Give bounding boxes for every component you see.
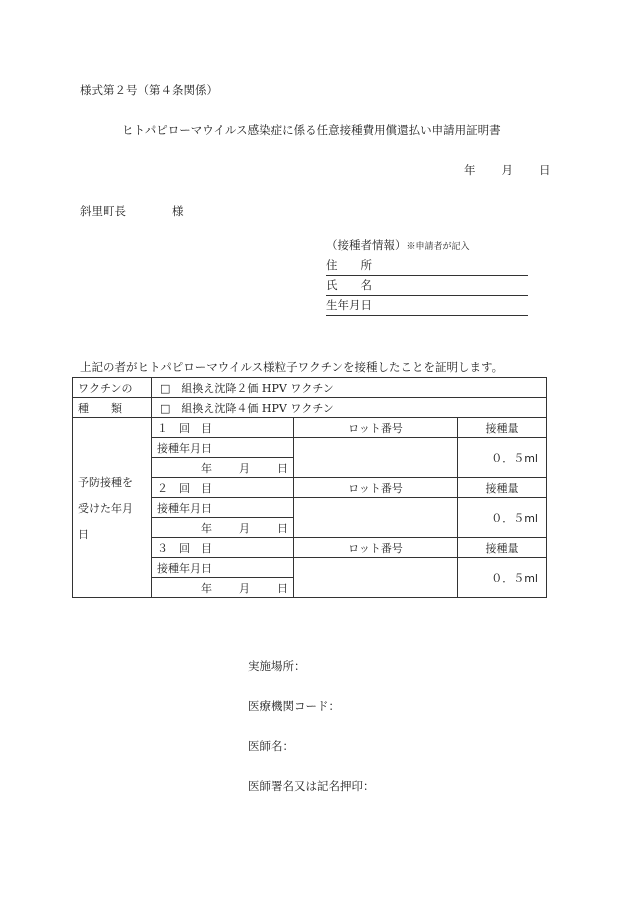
vaccine-option-quadrivalent[interactable]: □ 組換え沈降４価 HPV ワクチン [152, 398, 547, 418]
date-label: 接種年月日 [152, 498, 294, 518]
vaccination-table [72, 377, 547, 598]
addressee-honorific: 様 [172, 204, 184, 218]
document-title: ヒトパピローマウイルス感染症に係る任意接種費用償還払い申請用証明書 [122, 123, 501, 137]
schedule-label: 予防接種を 受けた年月 日 [73, 418, 152, 598]
venue-field[interactable]: 実施場所： [248, 659, 306, 673]
doctor-signature-field[interactable]: 医師署名又は記名押印： [248, 779, 375, 793]
addressee-name: 斜里町長 [80, 204, 126, 218]
certification-statement: 上記の者がヒトパピローマウイルス様粒子ワクチンを接種したことを証明します。 [80, 360, 504, 374]
address-field[interactable] [326, 256, 528, 276]
date-field[interactable]: 年 月 日 [152, 458, 294, 478]
dose-number: ３ 回 目 [152, 538, 294, 558]
form-number: 様式第２号（第４条関係） [80, 83, 218, 97]
dose-amount: ０．５ml [458, 438, 547, 478]
birthdate-label: 生年月日 [326, 298, 372, 312]
date-label: 接種年月日 [152, 438, 294, 458]
dose-number: １ 回 目 [152, 418, 294, 438]
applicant-note: ※申請者が記入 [406, 242, 470, 252]
day-label: 日 [539, 163, 551, 177]
vaccine-type-label-2: 種 類 [73, 398, 152, 418]
dose-number: ２ 回 目 [152, 478, 294, 498]
lot-number-field[interactable] [294, 498, 458, 538]
issue-date [464, 162, 551, 178]
dose-header: 接種量 [458, 478, 547, 498]
birthdate-field[interactable] [326, 296, 528, 316]
applicant-info [326, 237, 528, 316]
date-label: 接種年月日 [152, 558, 294, 578]
lot-header: ロット番号 [294, 478, 458, 498]
doctor-name-field[interactable]: 医師名： [248, 739, 294, 753]
lot-number-field[interactable] [294, 438, 458, 478]
dose-header: 接種量 [458, 538, 547, 558]
address-label: 住 所 [326, 258, 372, 272]
addressee [80, 203, 184, 219]
date-field[interactable]: 年 月 日 [152, 578, 294, 598]
dose-amount: ０．５ml [458, 498, 547, 538]
dose-header: 接種量 [458, 418, 547, 438]
lot-header: ロット番号 [294, 418, 458, 438]
facility-code-field[interactable]: 医療機関コード： [248, 699, 340, 713]
applicant-heading [326, 237, 528, 256]
month-label: 月 [501, 163, 513, 177]
date-field[interactable]: 年 月 日 [152, 518, 294, 538]
vaccine-type-label: ワクチンの [73, 378, 152, 398]
dose-amount: ０．５ml [458, 558, 547, 598]
vaccine-option-bivalent[interactable]: □ 組換え沈降２価 HPV ワクチン [152, 378, 547, 398]
applicant-heading-text: （接種者情報） [326, 238, 407, 252]
name-field[interactable] [326, 276, 528, 296]
year-label: 年 [464, 163, 476, 177]
name-label: 氏 名 [326, 278, 372, 292]
lot-number-field[interactable] [294, 558, 458, 598]
lot-header: ロット番号 [294, 538, 458, 558]
